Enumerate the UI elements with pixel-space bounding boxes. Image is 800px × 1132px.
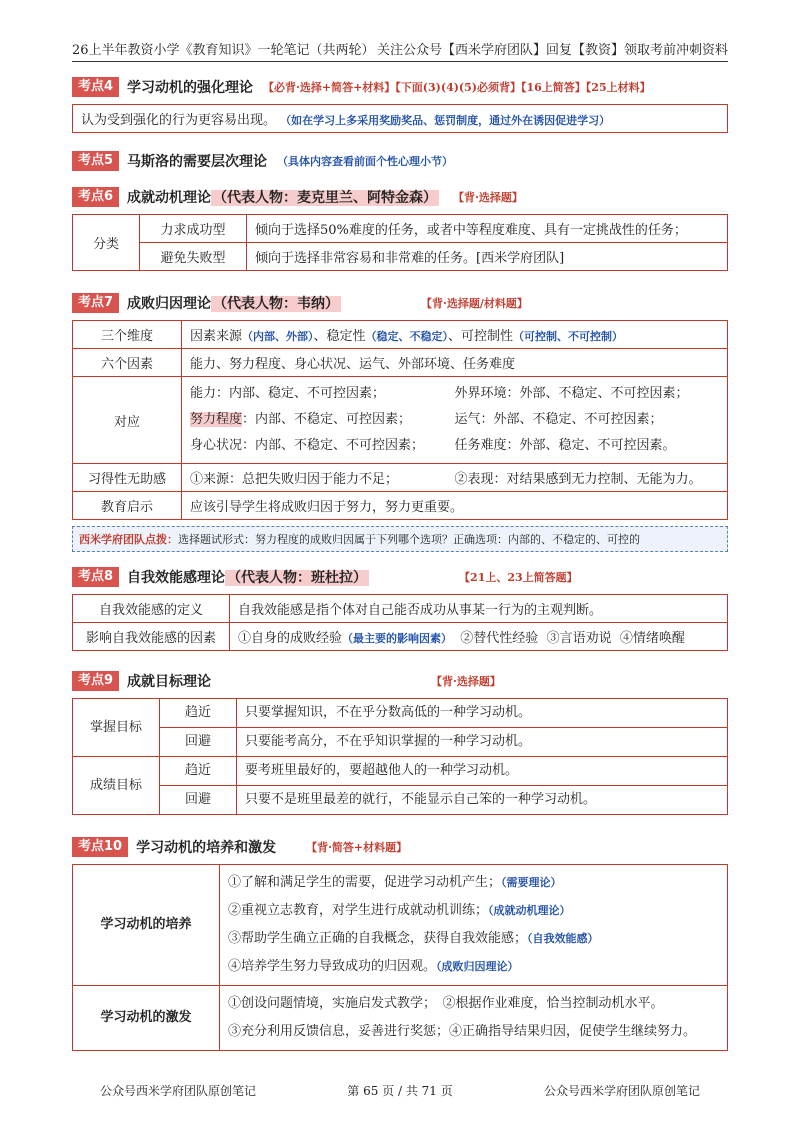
section-title: 自我效能感理论 （代表人物：班杜拉） [127, 570, 368, 586]
category-cell: 分类 [73, 215, 140, 271]
motivation-table [72, 864, 728, 1051]
section-note: 【背·选择题】 [453, 191, 523, 204]
section-8 [72, 566, 728, 651]
footer-left: 公众号西米学府团队原创笔记 [100, 1084, 257, 1098]
type-cell: 力求成功型 [140, 215, 247, 243]
cultivation-items: ①了解和满足学生的需要，促进学习动机产生；（需要理论） ②重视立志教育，对学生进行成就动机训练；（成就动机理论） ③帮助学生确立正确的自我概念，获得自我效能感；（自我效能感） ④培养学生努力导致成功的归因观。（成败归因理论） [220, 865, 728, 986]
stimulation-items: ①创设问题情境，实施启发式教学； ②根据作业难度，恰当控制动机水平。 ③充分利用反馈信息，妥善进行奖惩；④正确指导结果归因，促使学生继续努力。 [220, 986, 728, 1051]
section-note: 【21上、23上简答题】 [459, 571, 578, 584]
section-note: 【必背·选择+简答+材料】【下面(3)(4)(5)必须背】【16上简答】【25上材料】 [263, 81, 651, 94]
section-10 [72, 836, 728, 1051]
section-title: 学习动机的培养和激发 [136, 840, 277, 856]
section-tag: 考点4 [72, 77, 119, 97]
tip-box: 西米学府团队点拨：选择题试形式：努力程度的成败归因属于下列哪个选项？正确选项：内部的、不稳定的、可控的 [72, 526, 728, 552]
row-label: 习得性无助感 [73, 464, 182, 492]
section-title: 成就动机理论 （代表人物：麦克里兰、阿特金森） [127, 190, 438, 206]
type-cell: 避免失败型 [140, 243, 247, 271]
goal-label: 掌握目标 [73, 699, 160, 757]
dimensions-cell: 因素来源（内部、外部）、稳定性（稳定、不稳定）、可控制性（可控制、不可控制） [182, 321, 728, 349]
mapping-cell: 能力：内部、稳定、不可控因素； 外界环境：外部、不稳定、不可控因素； 努力程度：内部、不稳定、可控因素； 运气：外部、不稳定、不可控因素； 身心状况：内部、不稳定、不可控因素； 任务难度：外部、稳定、不可控因素。 [182, 377, 728, 464]
implication-cell: 应该引导学生将成败归因于努力，努力更重要。 [182, 492, 728, 520]
goal-desc: 只要掌握知识，不在乎分数高低的一种学习动机。 [237, 699, 728, 728]
header-right: 关注公众号【西米学府团队】回复【教资】领取考前冲刺资料 [376, 43, 728, 58]
row-label: 对应 [73, 377, 182, 464]
efficacy-table [72, 594, 728, 651]
section-note: 【背·选择题】 [431, 675, 501, 688]
goal-desc: 要考班里最好的，要超越他人的一种学习动机。 [237, 757, 728, 786]
definition-box [72, 104, 728, 133]
definition-cell: 自我效能感是指个体对自己能否成功从事某一行为的主观判断。 [230, 595, 728, 623]
section-title: 学习动机的强化理论 [127, 80, 254, 96]
page-header [72, 38, 728, 62]
section-9 [72, 670, 728, 815]
definition-text: 认为受到强化的行为更容易出现。 [81, 113, 277, 128]
section-note: （具体内容查看前面个性心理小节） [277, 155, 454, 168]
row-label: 自我效能感的定义 [73, 595, 230, 623]
stimulation-label: 学习动机的激发 [73, 986, 220, 1051]
cultivation-label: 学习动机的培养 [73, 865, 220, 986]
page-number: 第 65 页 / 共 71 页 [347, 1084, 453, 1098]
desc-cell: 倾向于选择非常容易和非常难的任务。[西米学府团队] [247, 243, 728, 271]
desc-cell: 倾向于选择50%难度的任务，或者中等程度难度、具有一定挑战性的任务； [247, 215, 728, 243]
page-footer [100, 1082, 700, 1099]
section-tag: 考点6 [72, 187, 119, 207]
achievement-table [72, 214, 728, 271]
goal-desc: 只要能考高分，不在乎知识掌握的一种学习动机。 [237, 728, 728, 757]
row-label: 教育启示 [73, 492, 182, 520]
section-tag: 考点10 [72, 837, 128, 857]
goal-label: 成绩目标 [73, 757, 160, 815]
goal-desc: 只要不是班里最差的就行，不能显示自己笨的一种学习动机。 [237, 786, 728, 815]
header-left: 26上半年教资小学《教育知识》一轮笔记（共两轮） [72, 43, 375, 58]
section-6 [72, 186, 728, 271]
definition-note: （如在学习上多采用奖励奖品、惩罚制度，通过外在诱因促进学习） [280, 114, 611, 127]
goal-sub: 回避 [160, 786, 237, 815]
goal-sub: 趋近 [160, 757, 237, 786]
goal-table [72, 698, 728, 815]
section-title: 马斯洛的需要层次理论 [127, 154, 268, 170]
row-label: 六个因素 [73, 349, 182, 377]
section-4 [72, 76, 728, 133]
goal-sub: 趋近 [160, 699, 237, 728]
section-tag: 考点9 [72, 671, 119, 691]
section-title: 成就目标理论 [127, 674, 212, 690]
section-note: 【背·简答+材料题】 [306, 841, 408, 854]
helplessness-cell: ①来源：总把失败归因于能力不足； ②表现：对结果感到无力控制、无能为力。 [182, 464, 728, 492]
row-label: 三个维度 [73, 321, 182, 349]
goal-sub: 回避 [160, 728, 237, 757]
factors-cell: 能力、努力程度、身心状况、运气、外部环境、任务难度 [182, 349, 728, 377]
footer-right: 公众号西米学府团队原创笔记 [543, 1084, 700, 1098]
factors-cell: ①自身的成败经验（最主要的影响因素） ②替代性经验 ③言语劝说 ④情绪唤醒 [230, 623, 728, 651]
section-7 [72, 292, 728, 552]
section-tag: 考点5 [72, 151, 119, 171]
section-title: 成败归因理论 （代表人物：韦纳） [127, 296, 340, 312]
attribution-table [72, 320, 728, 520]
row-label: 影响自我效能感的因素 [73, 623, 230, 651]
section-note: 【背·选择题/材料题】 [421, 297, 528, 310]
section-5 [72, 150, 728, 172]
section-tag: 考点7 [72, 293, 119, 313]
section-tag: 考点8 [72, 567, 119, 587]
